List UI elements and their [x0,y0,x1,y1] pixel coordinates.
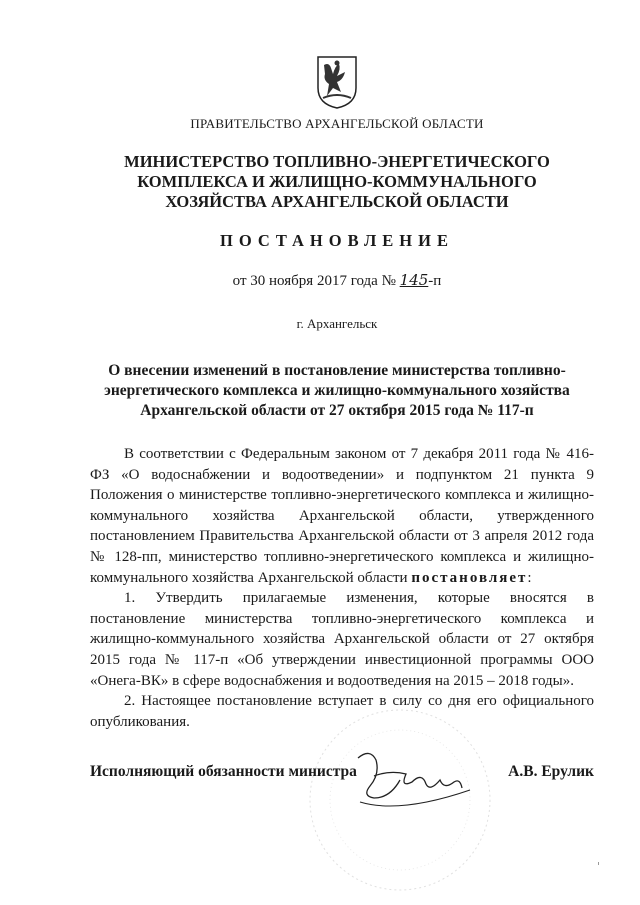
preamble-paragraph [90,444,594,588]
coat-of-arms-icon [315,54,359,110]
ministry-line: ХОЗЯЙСТВА АРХАНГЕЛЬСКОЙ ОБЛАСТИ [165,192,509,211]
ministry-line: КОМПЛЕКСА И ЖИЛИЩНО-КОММУНАЛЬНОГО [137,172,537,191]
subject-line: О внесении изменений в постановление министерства топливно- [108,362,566,379]
signatory-name: А.В. Ерулик [508,763,594,780]
ministry-line: МИНИСТЕРСТВО ТОПЛИВНО-ЭНЕРГЕТИЧЕСКОГО [124,152,550,171]
document-body [90,444,594,732]
handwritten-signature-icon [330,740,500,820]
decree-word: постановляет [411,569,528,586]
subject-line: энергетического комплекса и жилищно-коммунального хозяйства [104,382,570,399]
ministry-name [60,152,614,212]
city: г. Архангельск [296,316,378,331]
preamble-text: В соответствии с Федеральным законом от 7 декабря 2011 года № 416-ФЗ «О водоснабжении и водоотведении» и подпунктом 21 пункта 9 Положения о министерстве топливно-энергетического комплекса и жилищно-коммунального хозяйства Архангельской области, утвержденного постановлением Правительства Архангельской области от 3 апреля 2012 года № 128-пп, министерство топливно-энергетического комплекса и жилищно-коммунального хозяйства Архангельской области [90,446,594,586]
page-mark [598,862,599,865]
number-suffix: -п [428,273,442,289]
date-and-number [60,271,614,290]
document-subject [80,361,594,421]
decree-colon: : [527,569,532,586]
subject-line: Архангельской области от 27 октября 2015 года № 117-п [140,402,534,419]
date-text: от 30 ноября 2017 года № [232,273,396,289]
signatory-position: Исполняющий обязанности министра [90,763,357,780]
item-paragraph: 1. Утвердить прилагаемые изменения, которые вносятся в постановление министерства топливно-энергетического комплекса и жилищно-коммунального хозяйства Архангельской области от 27 октября 2015 года № 117-п «Об утверждении инвестиционной программы ООО «Онега-ВК» в сфере водоснабжения и водоотведения на 2015 – 2018 годы». [90,590,594,689]
document-type: ПОСТАНОВЛЕНИЕ [220,231,454,250]
item-paragraph: 2. Настоящее постановление вступает в силу со дня его официального опубликования. [90,693,594,730]
document-number: 145 [399,271,429,289]
government-name: ПРАВИТЕЛЬСТВО АРХАНГЕЛЬСКОЙ ОБЛАСТИ [190,116,484,131]
